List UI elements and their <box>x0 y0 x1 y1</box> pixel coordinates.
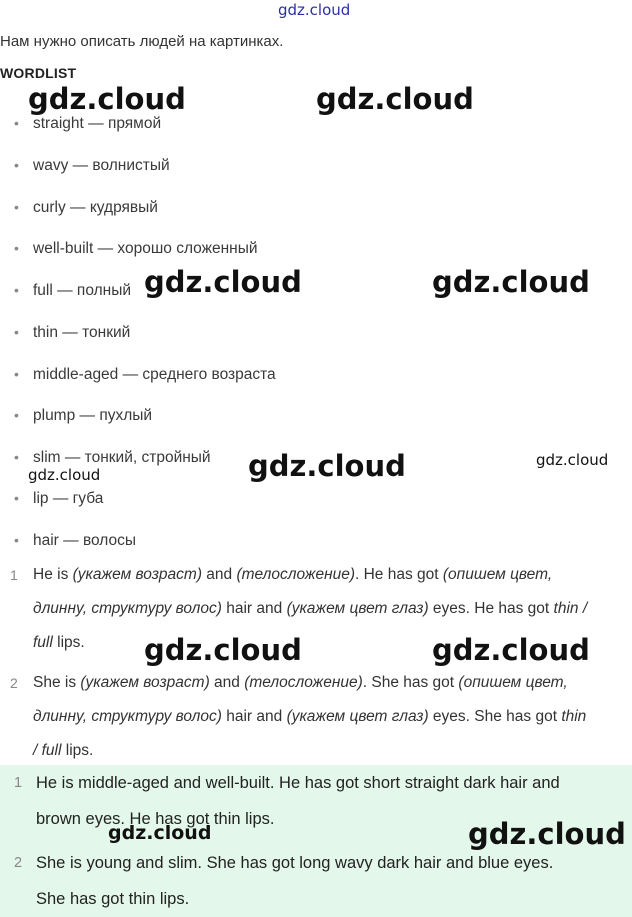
word-text: straight — прямой <box>33 115 162 132</box>
word-item <box>14 115 161 133</box>
answer-line: brown eyes. He has got thin lips. <box>36 810 275 828</box>
word-text: wavy — волнистый <box>33 157 170 174</box>
item-number: 1 <box>10 567 18 583</box>
watermark: gdz.cloud <box>28 466 101 484</box>
template-line: / full lips. <box>33 742 94 759</box>
word-item <box>14 324 130 342</box>
intro-text: Нам нужно описать людей на картинках. <box>0 33 284 50</box>
answer-line: He is middle-aged and well-built. He has got short straight dark hair and <box>36 774 560 792</box>
word-item <box>14 366 276 384</box>
wordlist-heading: WORDLIST <box>0 65 77 81</box>
watermark: gdz.cloud <box>432 265 590 299</box>
template-line: She is (укажем возраст) and (телосложение). She has got (опишем цвет, <box>33 674 568 691</box>
watermark: gdz.cloud <box>28 82 186 116</box>
template-line: длинну, структуру волос) hair and (укажем цвет глаз) eyes. He has got thin / <box>33 600 588 617</box>
watermark: gdz.cloud <box>248 449 406 483</box>
word-item <box>14 449 211 467</box>
word-text: well-built — хорошо сложенный <box>33 240 258 257</box>
bullet-icon: • <box>14 407 19 423</box>
answer-text <box>36 845 631 917</box>
watermark: gdz.cloud <box>468 817 626 851</box>
word-text: curly — кудрявый <box>33 199 158 216</box>
word-text: hair — волосы <box>33 532 137 549</box>
bullet-icon: • <box>14 115 19 131</box>
watermark: gdz.cloud <box>144 265 302 299</box>
template-line: длинну, структуру волос) hair and (укажем цвет глаз) eyes. She has got thin <box>33 708 587 725</box>
word-item <box>14 240 258 258</box>
watermark: gdz.cloud <box>108 822 212 844</box>
word-item <box>14 157 170 175</box>
watermark: gdz.cloud <box>278 1 351 19</box>
bullet-icon: • <box>14 240 19 256</box>
template-line: full lips. <box>33 634 85 651</box>
word-text: full — полный <box>33 282 132 299</box>
watermark: gdz.cloud <box>316 82 474 116</box>
template-line: He is (укажем возраст) and (телосложение). He has got (опишем цвет, <box>33 566 553 583</box>
bullet-icon: • <box>14 490 19 506</box>
word-text: plump — пухлый <box>33 407 153 424</box>
word-item <box>14 532 136 550</box>
watermark: gdz.cloud <box>144 633 302 667</box>
bullet-icon: • <box>14 199 19 215</box>
watermark: gdz.cloud <box>536 451 609 469</box>
word-text: lip — губа <box>33 490 104 507</box>
word-text: middle-aged — среднего возраста <box>33 366 276 383</box>
bullet-icon: • <box>14 157 19 173</box>
bullet-icon: • <box>14 532 19 548</box>
word-item <box>14 199 158 217</box>
bullet-icon: • <box>14 449 19 465</box>
word-item <box>14 490 103 508</box>
bullet-icon: • <box>14 282 19 298</box>
answer-line: She has got thin lips. <box>36 890 190 908</box>
bullet-icon: • <box>14 366 19 382</box>
item-number: 2 <box>14 855 23 871</box>
watermark: gdz.cloud <box>432 633 590 667</box>
bullet-icon: • <box>14 324 19 340</box>
item-number: 1 <box>14 775 23 791</box>
word-item <box>14 282 131 300</box>
template-text <box>33 666 632 768</box>
word-text: slim — тонкий, стройный <box>33 449 211 466</box>
word-text: thin — тонкий <box>33 324 131 341</box>
answer-line: She is young and slim. She has got long wavy dark hair and blue eyes. <box>36 854 554 872</box>
word-item <box>14 407 152 425</box>
item-number: 2 <box>10 675 18 691</box>
